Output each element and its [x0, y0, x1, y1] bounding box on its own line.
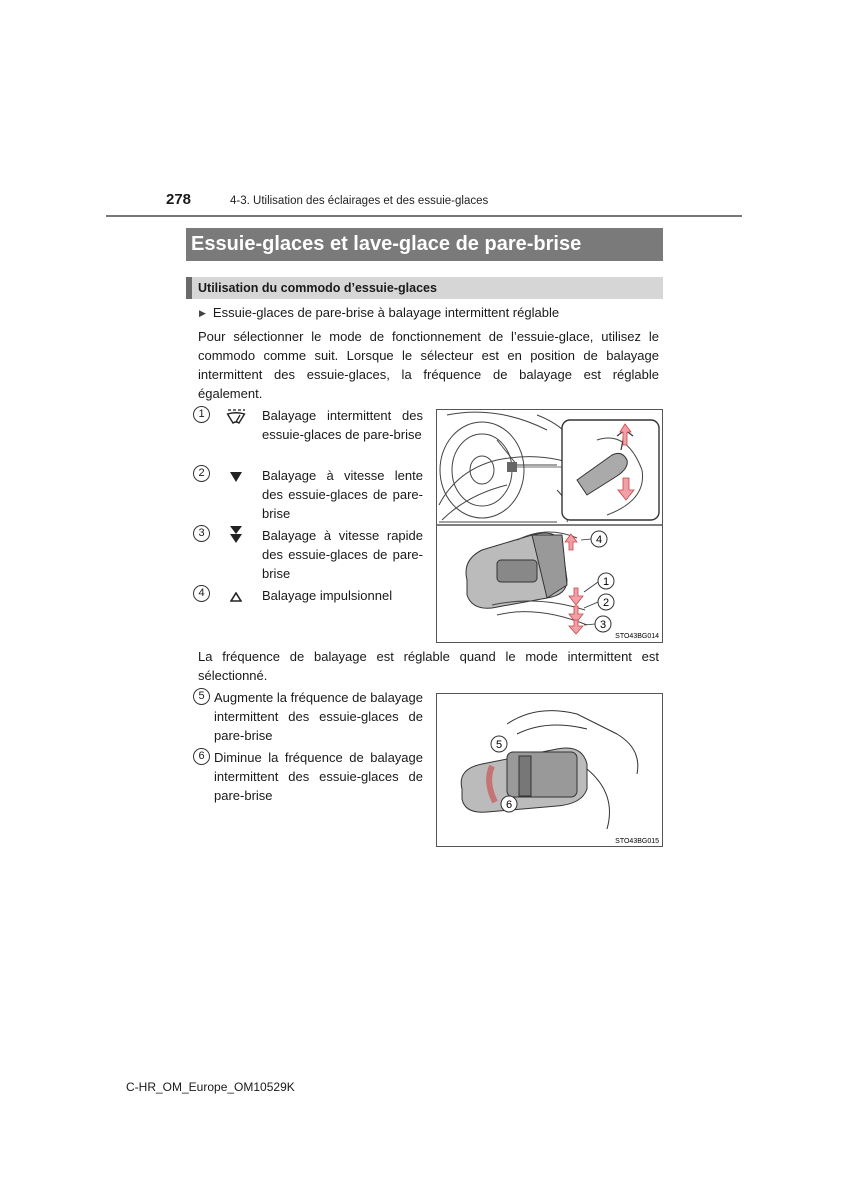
callout-3: 3: [599, 619, 607, 631]
wiper-lever-illustration: [437, 410, 662, 642]
header-divider: [106, 215, 742, 217]
bullet-item: [199, 305, 559, 320]
mode-text-2: Balayage à vitesse lente des essuie-glaces de pare-brise: [262, 468, 423, 521]
intermittent-wiper-icon: [226, 408, 246, 426]
item-text-6: Diminue la fréquence de balayage intermittent des essuie-glaces de pare-brise: [214, 750, 423, 803]
section-title: Essuie-glaces et lave-glace de pare-brise: [186, 228, 663, 261]
callout-4: 4: [595, 534, 603, 546]
mode-number-4: 4: [193, 585, 210, 602]
frequency-dial-figure: [436, 693, 663, 847]
item-number-5: 5: [193, 688, 210, 705]
frequency-note: La fréquence de balayage est réglable quand le mode intermittent est sélectionné.: [198, 649, 659, 683]
mist-outline-triangle-icon: [226, 588, 246, 606]
callout-6: 6: [505, 799, 513, 811]
callout-5: 5: [495, 739, 503, 751]
figure-code: STO43BG014: [615, 633, 659, 640]
frequency-dial-illustration: [437, 694, 662, 846]
item-number-6: 6: [193, 748, 210, 765]
figure-code: STO43BG015: [615, 838, 659, 845]
mode-text-3: Balayage à vitesse rapide des essuie-glaces de pare-brise: [262, 528, 423, 581]
callout-2: 2: [602, 597, 610, 609]
high-speed-double-triangle-icon: [226, 526, 246, 544]
mode-number-3: 3: [193, 525, 210, 542]
intro-paragraph: Pour sélectionner le mode de fonctionnement de l’essuie-glace, utilisez le commodo comme suit. Lorsque le sélecteur est en position de balayage intermittent des essuie-glaces, la fréquence de balayage est réglable également.: [198, 329, 659, 401]
mode-number-1: 1: [193, 406, 210, 423]
document-id: C-HR_OM_Europe_OM10529K: [126, 1080, 295, 1094]
mode-text-4: Balayage impulsionnel: [262, 588, 393, 603]
bullet-text: Essuie-glaces de pare-brise à balayage intermittent réglable: [212, 305, 560, 320]
subsection-title: Utilisation du commodo d’essuie-glaces: [186, 277, 663, 299]
callout-1: 1: [602, 576, 610, 588]
bullet-triangle-icon: ▶: [199, 308, 206, 318]
low-speed-triangle-icon: [226, 468, 246, 486]
mode-number-2: 2: [193, 465, 210, 482]
item-text-5: Augmente la fréquence de balayage intermittent des essuie-glaces de pare-brise: [214, 690, 423, 743]
mode-text-1: Balayage intermittent des essuie-glaces de pare-brise: [262, 408, 423, 442]
wiper-lever-figure: [436, 409, 663, 643]
page-number: 278: [166, 191, 192, 208]
chapter-title: 4-3. Utilisation des éclairages et des essuie-glaces: [230, 195, 489, 207]
